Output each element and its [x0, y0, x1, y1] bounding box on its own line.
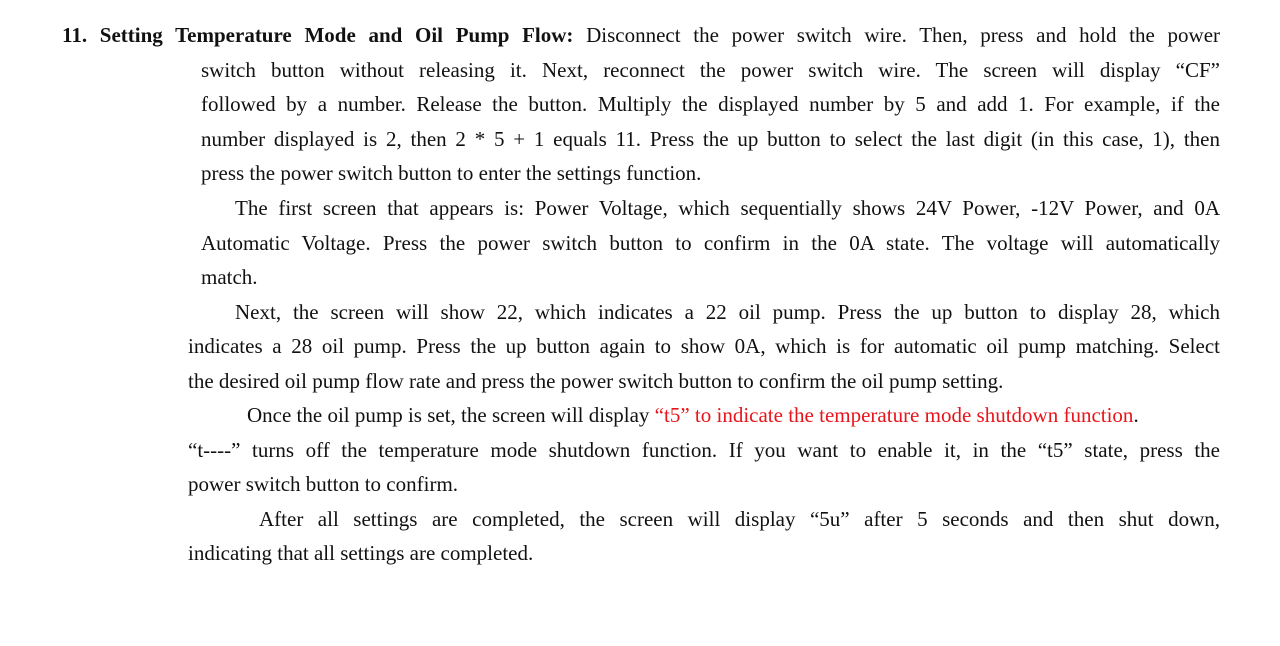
- paragraph-2-line-1: The first screen that appears is: Power Voltage, which sequentially shows 24V Power, -12V Power, and 0A: [235, 196, 1220, 220]
- paragraph-1-line-4: number displayed is 2, then 2 * 5 + 1 equals 11. Press the up button to select the last digit (in this case, 1), then: [201, 127, 1220, 151]
- paragraph-2-line-3: match.: [201, 265, 258, 289]
- paragraph-1-line-5: press the power switch button to enter the settings function.: [201, 161, 702, 185]
- paragraph-1-line-2: switch button without releasing it. Next, reconnect the power switch wire. The screen will display “CF”: [201, 58, 1220, 82]
- paragraph-1-line-1: Disconnect the power switch wire. Then, press and hold the power: [586, 23, 1221, 47]
- paragraph-4-line-1: [247, 400, 1139, 430]
- highlighted-text: “t5” to indicate the temperature mode shutdown function: [654, 403, 1134, 427]
- paragraph-5-line-2: indicating that all settings are completed.: [188, 541, 534, 565]
- paragraph-4-line-3: power switch button to confirm.: [188, 472, 459, 496]
- paragraph-3-line-1: Next, the screen will show 22, which indicates a 22 oil pump. Press the up button to display 28, which: [235, 300, 1220, 324]
- paragraph-3-line-2: indicates a 28 oil pump. Press the up button again to show 0A, which is for automatic oil pump matching. Select: [188, 334, 1220, 358]
- paragraph-4-line-2: “t----” turns off the temperature mode shutdown function. If you want to enable it, in the “t5” state, press the: [188, 438, 1220, 462]
- period: .: [1133, 403, 1139, 427]
- paragraph-3-line-3: the desired oil pump flow rate and press the power switch button to confirm the oil pump setting.: [188, 369, 1004, 393]
- paragraph-1-line-3: followed by a number. Release the button. Multiply the displayed number by 5 and add 1. For example, if the: [201, 92, 1220, 116]
- section-heading: 11. Setting Temperature Mode and Oil Pump Flow:: [62, 23, 574, 47]
- first-line: [62, 20, 1220, 50]
- paragraph-5-line-1: After all settings are completed, the screen will display “5u” after 5 seconds and then shut down,: [259, 507, 1220, 531]
- paragraph-2-line-2: Automatic Voltage. Press the power switch button to confirm in the 0A state. The voltage will automatically: [201, 231, 1220, 255]
- paragraph-4-text: Once the oil pump is set, the screen will display: [247, 403, 655, 427]
